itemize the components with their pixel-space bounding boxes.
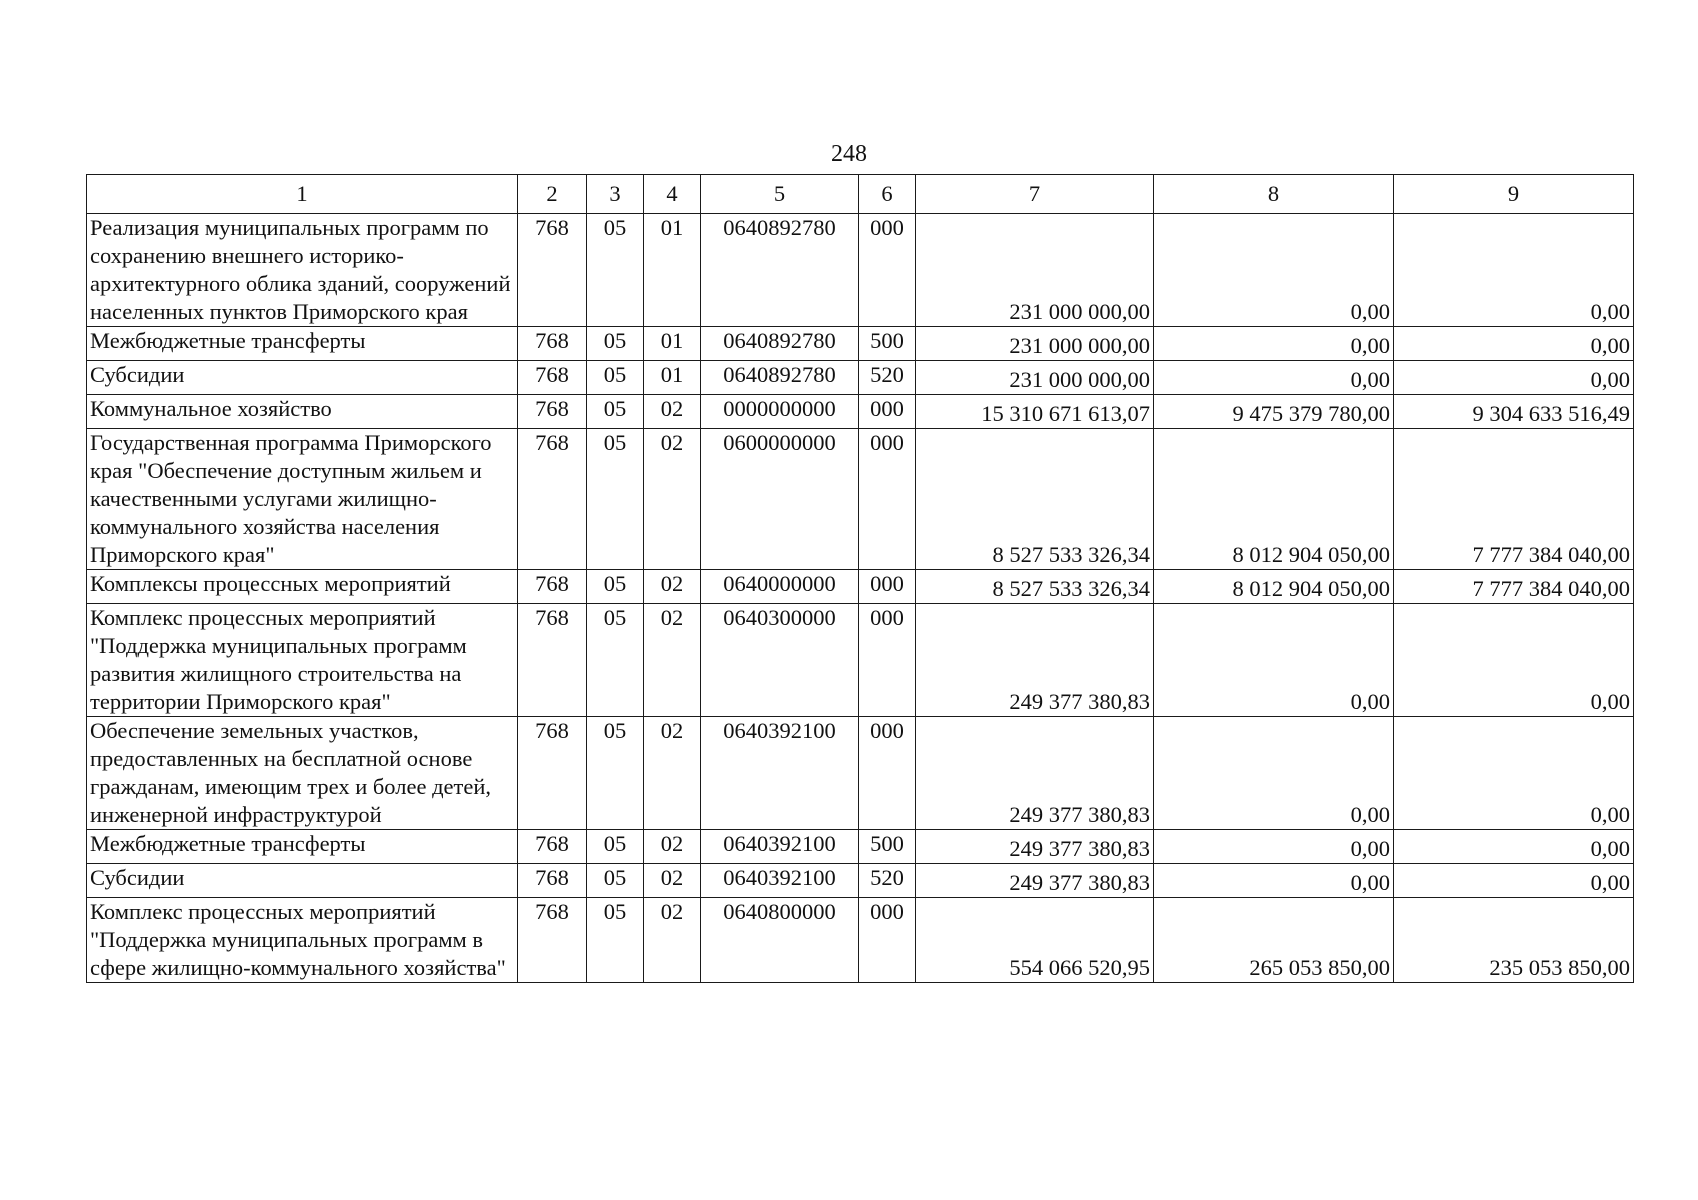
table-row bbox=[87, 604, 1634, 717]
cell-code-6: 000 bbox=[859, 604, 916, 717]
cell-code-5: 0640392100 bbox=[701, 830, 859, 864]
cell-code-4: 02 bbox=[644, 429, 701, 570]
cell-code-6: 000 bbox=[859, 717, 916, 830]
cell-code-2: 768 bbox=[518, 604, 587, 717]
cell-sum-8: 8 012 904 050,00 bbox=[1154, 429, 1394, 570]
cell-code-3: 05 bbox=[587, 864, 644, 898]
table-row bbox=[87, 717, 1634, 830]
cell-code-3: 05 bbox=[587, 717, 644, 830]
cell-code-4: 02 bbox=[644, 830, 701, 864]
table-row bbox=[87, 395, 1634, 429]
table-row bbox=[87, 898, 1634, 983]
cell-code-4: 01 bbox=[644, 327, 701, 361]
cell-code-2: 768 bbox=[518, 898, 587, 983]
cell-code-6: 000 bbox=[859, 395, 916, 429]
row-name: Межбюджетные трансферты bbox=[87, 327, 518, 361]
cell-code-5: 0600000000 bbox=[701, 429, 859, 570]
cell-sum-7: 231 000 000,00 bbox=[916, 214, 1154, 327]
row-name: Коммунальное хозяйство bbox=[87, 395, 518, 429]
row-name: Комплекс процессных мероприятий "Поддержка муниципальных программ в сфере жилищно-коммунального хозяйства" bbox=[87, 898, 518, 983]
table-row bbox=[87, 570, 1634, 604]
cell-code-3: 05 bbox=[587, 327, 644, 361]
cell-sum-9: 0,00 bbox=[1394, 717, 1634, 830]
cell-sum-9: 0,00 bbox=[1394, 361, 1634, 395]
cell-code-6: 500 bbox=[859, 830, 916, 864]
cell-sum-8: 0,00 bbox=[1154, 361, 1394, 395]
cell-sum-7: 249 377 380,83 bbox=[916, 864, 1154, 898]
row-name: Реализация муниципальных программ по сохранению внешнего историко-архитектурного облика зданий, сооружений населенных пунктов Приморского края bbox=[87, 214, 518, 327]
cell-code-5: 0640892780 bbox=[701, 361, 859, 395]
cell-code-2: 768 bbox=[518, 570, 587, 604]
row-name: Государственная программа Приморского края "Обеспечение доступным жильем и качественными услугами жилищно-коммунального хозяйства населения Приморского края" bbox=[87, 429, 518, 570]
cell-code-2: 768 bbox=[518, 395, 587, 429]
cell-code-6: 500 bbox=[859, 327, 916, 361]
cell-code-4: 01 bbox=[644, 361, 701, 395]
cell-code-3: 05 bbox=[587, 898, 644, 983]
cell-code-5: 0640392100 bbox=[701, 717, 859, 830]
table-row bbox=[87, 361, 1634, 395]
cell-sum-7: 15 310 671 613,07 bbox=[916, 395, 1154, 429]
cell-sum-8: 265 053 850,00 bbox=[1154, 898, 1394, 983]
cell-sum-8: 0,00 bbox=[1154, 717, 1394, 830]
column-header: 4 bbox=[644, 175, 701, 214]
cell-sum-7: 231 000 000,00 bbox=[916, 327, 1154, 361]
cell-code-6: 000 bbox=[859, 214, 916, 327]
table-row bbox=[87, 429, 1634, 570]
cell-code-6: 520 bbox=[859, 864, 916, 898]
cell-sum-8: 8 012 904 050,00 bbox=[1154, 570, 1394, 604]
cell-sum-8: 0,00 bbox=[1154, 604, 1394, 717]
row-name: Межбюджетные трансферты bbox=[87, 830, 518, 864]
cell-code-4: 02 bbox=[644, 395, 701, 429]
cell-code-6: 000 bbox=[859, 429, 916, 570]
column-header: 8 bbox=[1154, 175, 1394, 214]
row-name: Комплекс процессных мероприятий "Поддержка муниципальных программ развития жилищного строительства на территории Приморского края" bbox=[87, 604, 518, 717]
cell-code-2: 768 bbox=[518, 429, 587, 570]
cell-code-3: 05 bbox=[587, 361, 644, 395]
cell-sum-7: 249 377 380,83 bbox=[916, 604, 1154, 717]
cell-code-4: 02 bbox=[644, 717, 701, 830]
cell-sum-8: 9 475 379 780,00 bbox=[1154, 395, 1394, 429]
cell-code-4: 02 bbox=[644, 864, 701, 898]
cell-code-5: 0000000000 bbox=[701, 395, 859, 429]
cell-sum-9: 0,00 bbox=[1394, 830, 1634, 864]
cell-sum-7: 249 377 380,83 bbox=[916, 717, 1154, 830]
cell-sum-8: 0,00 bbox=[1154, 214, 1394, 327]
row-name: Комплексы процессных мероприятий bbox=[87, 570, 518, 604]
column-header: 7 bbox=[916, 175, 1154, 214]
column-header: 1 bbox=[87, 175, 518, 214]
cell-sum-9: 0,00 bbox=[1394, 327, 1634, 361]
cell-code-6: 000 bbox=[859, 898, 916, 983]
cell-code-6: 520 bbox=[859, 361, 916, 395]
cell-sum-9: 0,00 bbox=[1394, 604, 1634, 717]
column-header: 5 bbox=[701, 175, 859, 214]
row-name: Обеспечение земельных участков, предоставленных на бесплатной основе гражданам, имеющим трех и более детей, инженерной инфраструктурой bbox=[87, 717, 518, 830]
cell-code-5: 0640392100 bbox=[701, 864, 859, 898]
cell-code-5: 0640000000 bbox=[701, 570, 859, 604]
cell-code-3: 05 bbox=[587, 214, 644, 327]
cell-code-4: 01 bbox=[644, 214, 701, 327]
cell-sum-9: 9 304 633 516,49 bbox=[1394, 395, 1634, 429]
table-row bbox=[87, 830, 1634, 864]
column-header: 9 bbox=[1394, 175, 1634, 214]
cell-code-5: 0640892780 bbox=[701, 327, 859, 361]
cell-code-2: 768 bbox=[518, 327, 587, 361]
column-header: 2 bbox=[518, 175, 587, 214]
cell-sum-9: 0,00 bbox=[1394, 214, 1634, 327]
cell-code-2: 768 bbox=[518, 864, 587, 898]
table-row bbox=[87, 327, 1634, 361]
cell-sum-9: 7 777 384 040,00 bbox=[1394, 429, 1634, 570]
cell-sum-7: 249 377 380,83 bbox=[916, 830, 1154, 864]
cell-sum-9: 235 053 850,00 bbox=[1394, 898, 1634, 983]
cell-sum-8: 0,00 bbox=[1154, 327, 1394, 361]
column-header: 3 bbox=[587, 175, 644, 214]
header-row bbox=[87, 175, 1634, 214]
cell-code-5: 0640800000 bbox=[701, 898, 859, 983]
column-header: 6 bbox=[859, 175, 916, 214]
cell-code-4: 02 bbox=[644, 604, 701, 717]
cell-code-2: 768 bbox=[518, 830, 587, 864]
cell-code-3: 05 bbox=[587, 604, 644, 717]
cell-sum-7: 8 527 533 326,34 bbox=[916, 429, 1154, 570]
cell-code-3: 05 bbox=[587, 830, 644, 864]
cell-sum-8: 0,00 bbox=[1154, 830, 1394, 864]
cell-code-5: 0640892780 bbox=[701, 214, 859, 327]
row-name: Субсидии bbox=[87, 361, 518, 395]
cell-code-3: 05 bbox=[587, 395, 644, 429]
table-row bbox=[87, 214, 1634, 327]
cell-code-2: 768 bbox=[518, 214, 587, 327]
cell-code-4: 02 bbox=[644, 570, 701, 604]
cell-sum-8: 0,00 bbox=[1154, 864, 1394, 898]
cell-sum-7: 231 000 000,00 bbox=[916, 361, 1154, 395]
budget-table bbox=[86, 174, 1634, 983]
cell-code-4: 02 bbox=[644, 898, 701, 983]
row-name: Субсидии bbox=[87, 864, 518, 898]
cell-code-5: 0640300000 bbox=[701, 604, 859, 717]
cell-code-2: 768 bbox=[518, 717, 587, 830]
cell-code-2: 768 bbox=[518, 361, 587, 395]
cell-sum-9: 0,00 bbox=[1394, 864, 1634, 898]
page-number: 248 bbox=[831, 141, 867, 167]
cell-sum-7: 554 066 520,95 bbox=[916, 898, 1154, 983]
table-row bbox=[87, 864, 1634, 898]
cell-code-3: 05 bbox=[587, 570, 644, 604]
cell-sum-7: 8 527 533 326,34 bbox=[916, 570, 1154, 604]
cell-code-3: 05 bbox=[587, 429, 644, 570]
cell-code-6: 000 bbox=[859, 570, 916, 604]
cell-sum-9: 7 777 384 040,00 bbox=[1394, 570, 1634, 604]
